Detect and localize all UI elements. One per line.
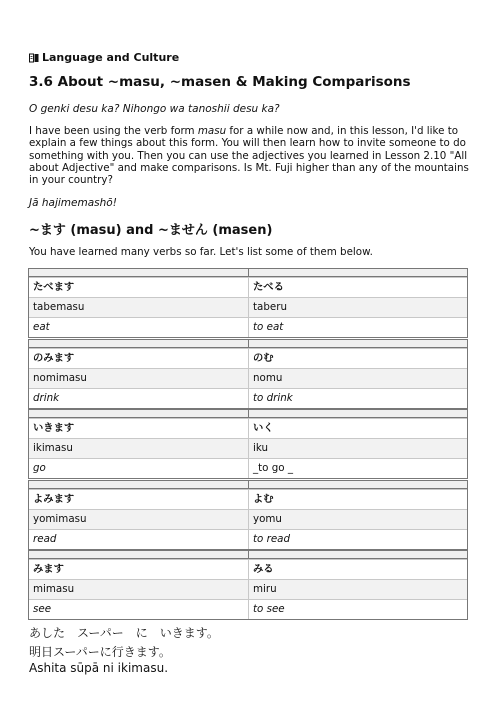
table-row bbox=[29, 277, 467, 297]
meaning-plain: _to go _ bbox=[248, 459, 467, 478]
plain-form-jp: よむ bbox=[248, 490, 467, 509]
section-header bbox=[29, 51, 179, 64]
example-romaji: Ashita sūpā ni ikimasu. bbox=[29, 661, 169, 675]
plain-form-romaji: taberu bbox=[248, 298, 467, 317]
verb-table bbox=[28, 409, 468, 479]
plain-form-jp: たべる bbox=[248, 278, 467, 297]
table-header-row bbox=[29, 340, 467, 348]
table-row bbox=[29, 297, 467, 317]
table-row bbox=[29, 418, 467, 438]
intro-text-before: I have been using the verb form bbox=[29, 125, 198, 137]
meaning-plain: to eat bbox=[248, 318, 467, 337]
table-row bbox=[29, 509, 467, 529]
masu-form-jp: たべます bbox=[33, 281, 75, 293]
masu-form-romaji: tabemasu bbox=[33, 301, 85, 313]
verb-table bbox=[28, 339, 468, 409]
meaning-masu: eat bbox=[33, 321, 50, 333]
table-row bbox=[29, 489, 467, 509]
table-header-row bbox=[29, 481, 467, 489]
table-row bbox=[29, 529, 467, 549]
intro-text-after: for a while now and, in this lesson, I'd like to explain a few things about this form. You will then learn how to invite someone to do something with you. Then you can use the adjectives you learned in Lesson 2.10 "All about Adjective" and make comparisons. Is Mt. Fuji higher than any of the mountains in your country? bbox=[29, 125, 469, 187]
meaning-masu: go bbox=[33, 462, 46, 474]
table-row bbox=[29, 317, 467, 337]
page-title: 3.6 About ~masu, ~masen & Making Comparisons bbox=[29, 74, 411, 90]
masu-form-romaji: yomimasu bbox=[33, 513, 87, 525]
meaning-masu: drink bbox=[33, 392, 60, 404]
masu-form-jp: よみます bbox=[33, 493, 75, 505]
masu-form-jp: のみます bbox=[33, 352, 75, 364]
table-header-row bbox=[29, 269, 467, 277]
subheading: ~ます (masu) and ~ません (masen) bbox=[29, 223, 273, 238]
table-row bbox=[29, 368, 467, 388]
masu-form-jp: みます bbox=[33, 563, 64, 575]
greeting-text: O genki desu ka? Nihongo wa tanoshii desu ka? bbox=[29, 103, 280, 115]
plain-form-romaji: miru bbox=[248, 580, 467, 599]
plain-form-jp: いく bbox=[248, 419, 467, 438]
plain-form-jp: のむ bbox=[248, 349, 467, 368]
intro-text-italic: masu bbox=[197, 125, 227, 137]
lead-text: You have learned many verbs so far. Let's list some of them below. bbox=[29, 246, 373, 258]
masu-form-romaji: nomimasu bbox=[33, 372, 87, 384]
verb-table bbox=[28, 268, 468, 338]
masu-form-jp: いきます bbox=[33, 422, 75, 434]
table-header-row bbox=[29, 551, 467, 559]
table-row bbox=[29, 388, 467, 408]
plain-form-jp: みる bbox=[248, 560, 467, 579]
table-row bbox=[29, 458, 467, 478]
table-row bbox=[29, 579, 467, 599]
example-kana: あした スーパー に いきます。 bbox=[29, 626, 219, 640]
meaning-masu: read bbox=[33, 533, 57, 545]
intro-paragraph bbox=[29, 125, 469, 186]
header-title: Language and Culture bbox=[42, 51, 180, 64]
book-icon bbox=[29, 53, 39, 63]
table-row bbox=[29, 348, 467, 368]
table-header-row bbox=[29, 410, 467, 418]
masu-form-romaji: ikimasu bbox=[33, 442, 73, 454]
table-row bbox=[29, 599, 467, 619]
plain-form-romaji: iku bbox=[248, 439, 467, 458]
verb-table bbox=[28, 550, 468, 620]
table-row bbox=[29, 559, 467, 579]
meaning-plain: to drink bbox=[248, 389, 467, 408]
verb-table bbox=[28, 480, 468, 550]
example-kanji: 明日スーパーに行きます。 bbox=[29, 645, 171, 659]
table-row bbox=[29, 438, 467, 458]
meaning-plain: to see bbox=[248, 600, 467, 619]
start-text: Jā hajimemashō! bbox=[29, 197, 117, 209]
plain-form-romaji: yomu bbox=[248, 510, 467, 529]
meaning-plain: to read bbox=[248, 530, 467, 549]
masu-form-romaji: mimasu bbox=[33, 583, 75, 595]
meaning-masu: see bbox=[33, 603, 52, 615]
plain-form-romaji: nomu bbox=[248, 369, 467, 388]
